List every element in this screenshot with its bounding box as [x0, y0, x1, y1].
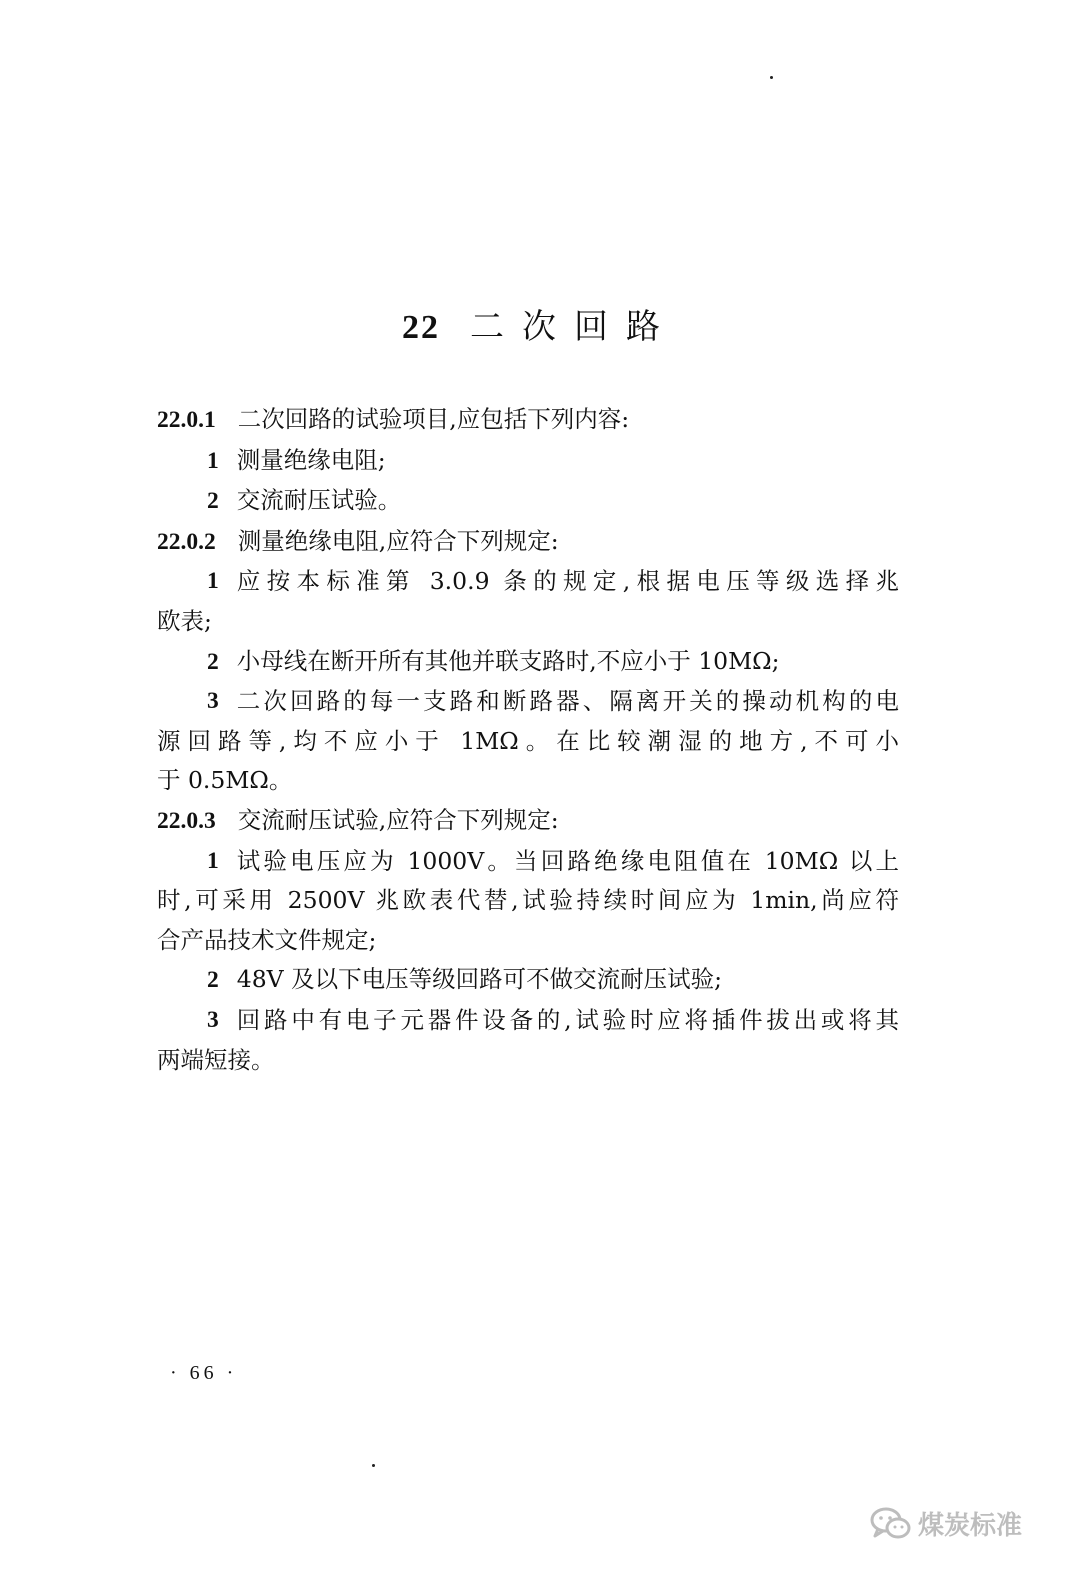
clause-heading [157, 400, 899, 441]
watermark [870, 1505, 1022, 1542]
list-item [157, 481, 899, 522]
clause-number: 22.0.3 [157, 807, 216, 834]
item-text: 二次回路的每一支路和断路器、隔离开关的操动机构的电 [236, 687, 899, 716]
item-number: 1 [207, 847, 219, 874]
clause-number: 22.0.2 [157, 528, 216, 555]
item-number: 2 [207, 648, 219, 675]
scan-speck [770, 76, 773, 79]
clause-text: 交流耐压试验,应符合下列规定: [237, 805, 559, 834]
list-item [157, 1001, 899, 1041]
item-text-continued: 时,可采用 2500V 兆欧表代替,试验持续时间应为 1min,尚应符 [157, 886, 899, 915]
item-text-continued: 于 0.5MΩ。 [157, 766, 293, 795]
item-text: 测量绝缘电阻; [236, 445, 386, 474]
item-number: 2 [207, 967, 219, 994]
list-item [157, 441, 899, 482]
item-text: 试验电压应为 1000V。当回路绝缘电阻值在 10MΩ 以上 [236, 846, 899, 875]
list-item [157, 960, 899, 1001]
item-text: 回路中有电子元器件设备的,试验时应将插件拔出或将其 [236, 1005, 899, 1034]
item-number: 3 [207, 688, 219, 715]
clause-text: 测量绝缘电阻,应符合下列规定: [237, 526, 559, 555]
wechat-icon [870, 1506, 912, 1542]
clause-heading [157, 522, 899, 563]
scan-speck [372, 1464, 375, 1467]
item-number: 1 [207, 568, 219, 595]
watermark-text: 煤炭标准 [918, 1511, 1023, 1541]
page-number: · 66 · [170, 1362, 238, 1384]
chapter-content [157, 400, 899, 1080]
item-text: 48V 及以下电压等级回路可不做交流耐压试验; [236, 965, 723, 994]
item-text-continued: 合产品技术文件规定; [157, 925, 377, 954]
item-number: 1 [207, 447, 219, 474]
list-item [157, 842, 899, 882]
item-text-continued: 两端短接。 [157, 1045, 275, 1074]
item-text: 小母线在断开所有其他并联支路时,不应小于 10MΩ; [236, 646, 780, 675]
list-item [157, 562, 899, 602]
chapter-name: 二次回路 [470, 306, 678, 347]
item-number: 2 [207, 488, 219, 515]
chapter-number: 22 [402, 308, 440, 346]
clause-text: 二次回路的试验项目,应包括下列内容: [237, 405, 630, 433]
item-text: 交流耐压试验。 [236, 486, 402, 515]
item-text-continued: 源回路等,均不应小于 1MΩ。在比较潮湿的地方,不可小 [157, 726, 899, 755]
list-item [157, 682, 899, 722]
item-text-continued: 欧表; [157, 606, 212, 635]
item-text: 应按本标准第 3.0.9 条的规定,根据电压等级选择兆 [236, 567, 899, 596]
clause-heading [157, 801, 899, 842]
list-item [157, 642, 899, 683]
chapter-title [0, 305, 1080, 350]
item-number: 3 [207, 1006, 219, 1033]
clause-number: 22.0.1 [157, 407, 216, 433]
